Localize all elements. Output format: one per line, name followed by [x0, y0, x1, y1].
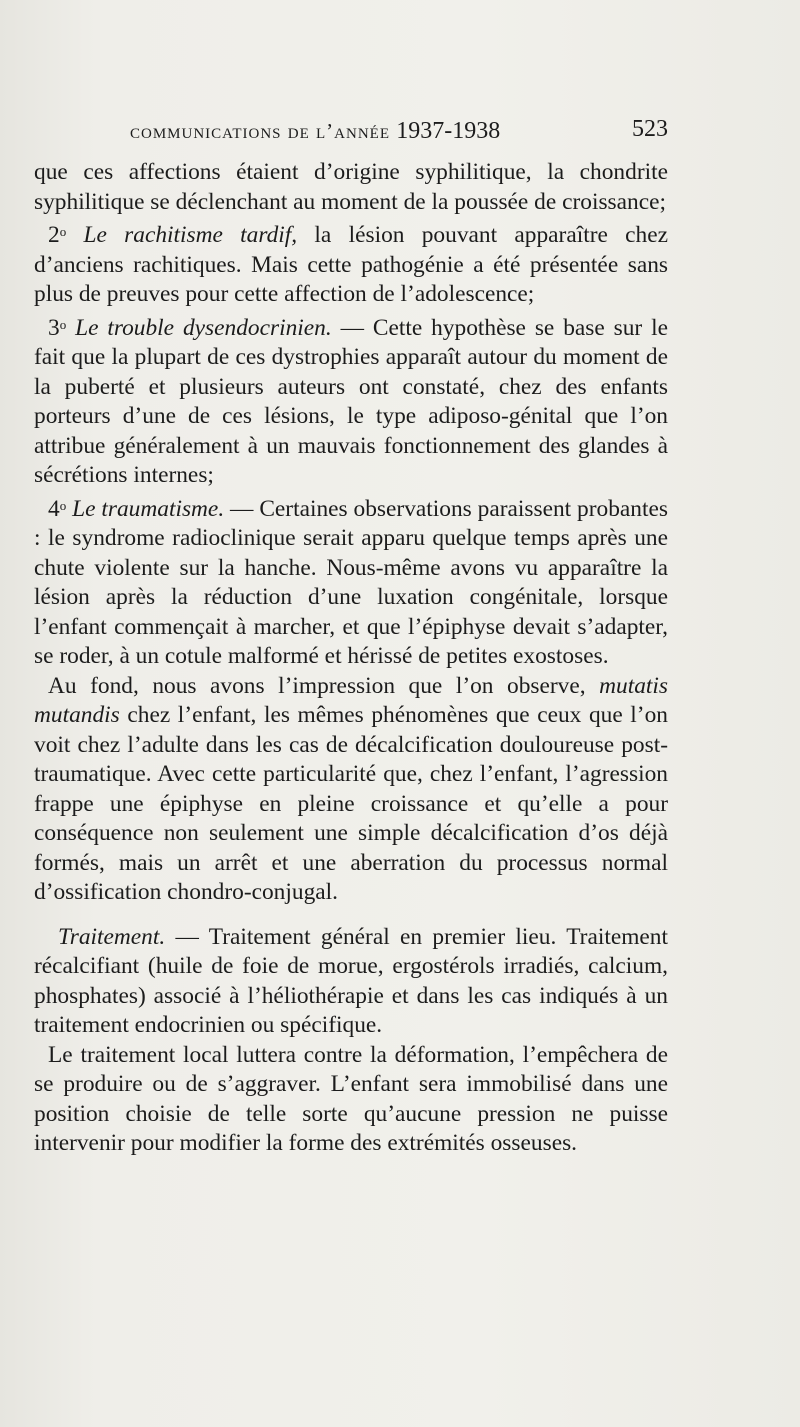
italic-run: Le traumatisme.: [72, 495, 225, 522]
running-title-text: communications de l’année: [130, 119, 390, 143]
italic-run: Le rachitisme tardif,: [83, 222, 298, 248]
text-run: [66, 315, 75, 341]
text-run: — Cette hypothèse se base sur le fait que la plupart de ces dystrophies apparaît autour du moment de la puberté et plusieurs auteurs ont constaté, chez des enfants porteurs d’une de ces lésions, le type adiposo-génital que l’on attribue généralement à un mauvais fonctionnement des glandes à sécrétions internes;: [34, 314, 668, 488]
running-title-years: 1937-1938: [396, 118, 501, 144]
text-run: Le traitement local luttera contre la déformation, l’empêchera de se produire ou de s’aggraver. L’enfant sera immobilisé dans une position choisie de telle sorte qu’aucune pression ne puisse intervenir pour modifier la forme des extrémités osseuses.: [34, 1041, 668, 1156]
text-run: — Certaines observations paraissent probantes : le syndrome radioclinique serait apparu quelque temps après une chute violente sur la hanche. Nous-même avons vu apparaître la lésion après la réduction d’une luxation congénitale, lorsque l’enfant commençait à marcher, et que l’épiphyse devait s’adapter, se roder, à un cotule malformé et hérissé de petites exostoses.: [34, 495, 668, 669]
text-run: que ces affections étaient d’origine syphilitique, la chondrite syphilitique se déclenchant au moment de la poussée de croissance;: [34, 159, 668, 215]
paragraph: [34, 158, 668, 217]
paragraph-treatment: [34, 923, 668, 1041]
paragraph: [34, 491, 668, 672]
body-text: [34, 158, 668, 1159]
running-header: [130, 112, 668, 146]
italic-run: Le trouble dysendocrinien.: [75, 314, 332, 341]
italic-run: mutatis mutandis: [34, 672, 668, 728]
ordinal-superscript: o: [59, 224, 67, 239]
ordinal-superscript: o: [59, 497, 67, 513]
paragraph: [34, 672, 668, 908]
text-run: 4: [48, 495, 60, 522]
paragraph: [34, 310, 668, 491]
text-run: 3: [48, 314, 60, 341]
paragraph: [34, 217, 668, 310]
text-run: [66, 222, 83, 248]
text-run: chez l’enfant, les mêmes phénomènes que ceux que l’on voit chez l’adulte dans les cas de décalcification douloureuse post-traumatique. Avec cette particularité que, chez l’enfant, l’agression frappe une épiphyse en pleine croissance et qu’elle a pour conséquence non seulement une simple décalcification d’os déjà formés, mais un arrêt et une aberration du processus normal d’ossification chondro-conjugal.: [34, 702, 668, 905]
text-run: — Traitement général en premier lieu. Traitement récalcifiant (huile de foie de morue, ergostérols irradiés, calcium, phosphates) associé à l’héliothérapie et dans les cas indiqués à un traitement endocrinien ou spécifique.: [34, 923, 668, 1038]
paragraph: [34, 1041, 668, 1159]
text-run: 2: [48, 222, 60, 248]
running-title: [130, 118, 500, 145]
page-number: 523: [632, 116, 668, 142]
ordinal-superscript: o: [59, 316, 67, 332]
text-run: Au fond, nous avons l’impression que l’on observe,: [48, 672, 600, 699]
italic-run: Traitement.: [58, 923, 166, 950]
text-run: la lésion pouvant apparaître chez d’anciens rachitiques. Mais cette pathogénie a été présentée sans plus de preuves pour cette affection de l’adolescence;: [34, 222, 668, 307]
